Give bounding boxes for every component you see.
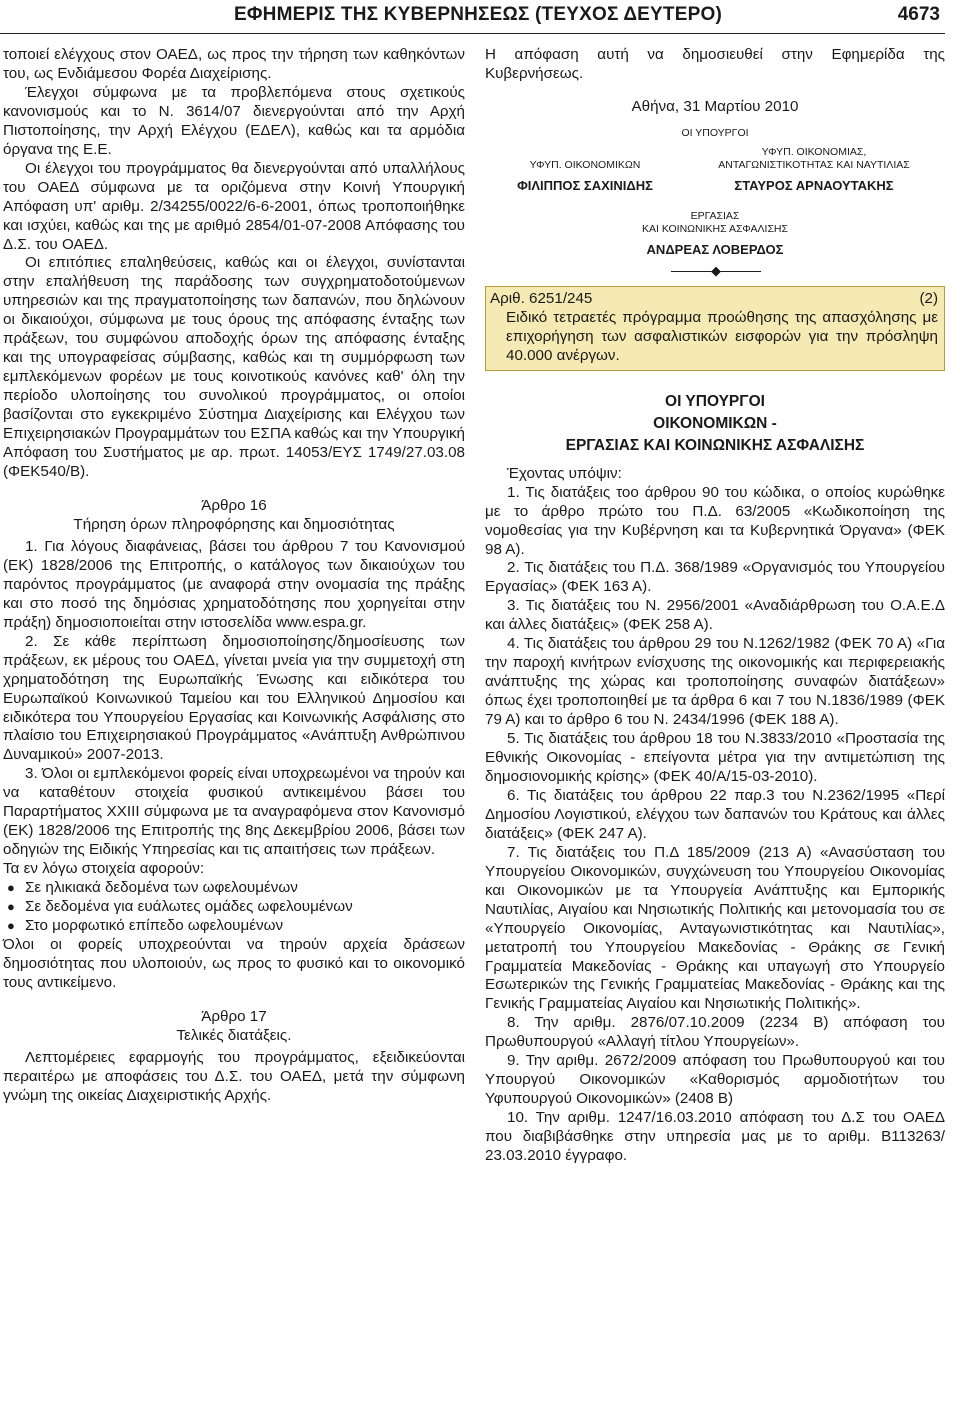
article-17-heading [3,1007,465,1045]
paragraph: Οι επιτόπιες επαληθεύσεις, καθώς και οι έλεγχοι, συνίστανται στην επαλήθευση της παράδοσης των συγχρηματοδοτούμενων υπηρεσιών και της πραγματοποίησης των δαπανών, που δηλώνουν οι δικαιούχοι, σύμφωνα με τους όρους της απόφασης ένταξης των πράξεων, του συμφώνου αποδοχής όρων της απόφασης ένταξης και της υπογραφείσας σύμβασης, καθώς και τη συμμόρφωση των εμπλεκόμενων φορέων με τους κοινοτικούς κανόνες καθ' όλη την περίοδο υλοποίησης του συνολικού προγράμματος, οι οποίοι βασίζονται στο εγκεκριμένο Σύστημα Διαχείρισης και Ελέγχου των Επιχειρησιακών Προγραμμάτων του ΕΣΠΑ καθώς και την Υπουργική Απόφαση του Συστήματος με αρ. πρωτ. 14053/ΕΥΣ 1749/27.03.08 (ΦΕΚ540/Β). [3,254,465,480]
decision-box [485,286,945,371]
decision-number: Αριθ. 6251/245 [490,289,593,307]
list-item: ● Σε ηλικιακά δεδομένα των ωφελουμένων [3,879,465,898]
gazette-title: ΕΦΗΜΕΡΙΣ ΤΗΣ ΚΥΒΕΡΝΗΣΕΩΣ (ΤΕΥΧΟΣ ΔΕΥΤΕΡΟ) [234,4,722,25]
paragraph: Όλοι οι φορείς υποχρεούνται να τηρούν αρχεία δράσεων δημοσιότητας που υλοποιούν, ως προς το φυσικό και το οικονομικό τους αντικείμενο. [3,935,465,991]
signer-name: ΑΝΔΡΕΑΣ ΛΟΒΕΡΔΟΣ [646,241,784,257]
list-item: 1. Τις διατάξεις τοο άρθρου 90 του κώδικα, ο οποίος κυρώθηκε με το άρθρο πρώτο του Π.Δ. 63/2005 «Κωδικοποίηση της νομοθεσίας για την Κυβέρνηση και τα Κυβερνητικά Όργανα» (ΦΕΚ 98 Α). [485,483,945,558]
decision-number-row [490,290,938,309]
left-column [3,46,465,1106]
list-item: 6. Τις διατάξεις του άρθρου 22 παρ.3 του Ν.2362/1995 «Περί Δημοσίου Λογιστικού, ελέγχου των δαπανών του Κράτους και άλλες διατάξεις» (ΦΕΚ 247 Α). [485,786,945,842]
signer-title: ΥΦΥΠ. ΟΙΚΟΝΟΜΙΑΣ, [761,145,867,158]
article-number: Άρθρο 16 [201,496,267,514]
signer-name: ΦΙΛΙΠΠΟΣ ΣΑΧΙΝΙΔΗΣ [517,177,653,193]
heading-line: ΕΡΓΑΣΙΑΣ ΚΑΙ ΚΟΙΝΩΝΙΚΗΣ ΑΣΦΑΛΙΣΗΣ [565,436,865,454]
ministers-heading [485,391,945,457]
article-title: Τήρηση όρων πληροφόρησης και δημοσιότητας [73,515,395,533]
list-item: 9. Την αριθμ. 2672/2009 απόφαση του Πρωθυπουργού και του Υπουργού Οικονομικών «Καθορισμός αρμοδιοτήτων του Υφυπουργού Οικονομικών» (2408 Β) [485,1052,945,1108]
publish-note: Η απόφαση αυτή να δημοσιευθεί στην Εφημερίδα της Κυβερνήσεως. [485,46,945,82]
paragraph: τοποιεί ελέγχους στον ΟΑΕΔ, ως προς την τήρηση των καθηκόντων του, ως Ενδιάμεσου Φορέα Διαχείρισης. [3,46,465,82]
article-number: Άρθρο 17 [201,1007,267,1025]
signer-title: ΑΝΤΑΓΩΝΙΣΤΙΚΟΤΗΤΑΣ ΚΑΙ ΝΑΥΤΙΛΙΑΣ [718,158,910,171]
decision-index: (2) [919,289,938,307]
heading-line: ΟΙΚΟΝΟΜΙΚΩΝ - [653,414,777,432]
page-header [0,0,960,36]
bullet-list [3,879,465,936]
having-regard: Έχοντας υπόψιν: [507,464,622,482]
list-item: ● Στο μορφωτικό επίπεδο ωφελουμένων [3,917,465,936]
list-item: ● Σε δεδομένα για ευάλωτες ομάδες ωφελουμένων [3,898,465,917]
list-item: 4. Τις διατάξεις του άρθρου 29 του Ν.1262/1982 (ΦΕΚ 70 Α) «Για την παροχή κινήτρων ενίσχυσης της οικονομικής και περιφερειακής ανάπτυξης της χώρας και τροποποίησης συναφών διατάξεων» όπως έχει τροποποιηθεί με τα άρθρα 6 και 7 του Ν.1836/1989 (ΦΕΚ 79 Α) και το άρθρο 6 του Ν. 2434/1996 (ΦΕΚ 188 Α). [485,635,945,729]
ministers-label: ΟΙ ΥΠΟΥΡΓΟΙ [681,126,749,139]
paragraph: 1. Για λόγους διαφάνειας, βάσει του άρθρου 7 του Κανονισμού (ΕΚ) 1828/2006 της Επιτροπής, ο κατάλογος των δικαιούχων του παρόντος προγράμματος (με αναφορά στην ονομασία της πράξης και στο ποσό της δημόσιας χρηματοδότησης που χορηγείται στην πράξη) δημοσιοποιείται στην ιστοσελίδα www.espa.gr. [3,537,465,631]
list-item: 8. Την αριθμ. 2876/07.10.2009 (2234 Β) απόφαση του Πρωθυπουργού «Αλλαγή τίτλου Υπουργείων». [485,1014,945,1051]
paragraph: Έλεγχοι σύμφωνα με τα προβλεπόμενα στους σχετικούς κανονισμούς και το Ν. 3614/07 διενεργούνται από την Αρχή Πιστοποίησης, την Αρχή Ελέγχου (ΕΔΕΛ), καθώς και τα αρμόδια όργανα της Ε.Ε. [3,83,465,158]
signature-block [683,146,945,194]
list-item: 7. Τις διατάξεις του Π.Δ 185/2009 (213 Α) «Ανασύσταση του Υπουργείου Οικονομικών, συγχώνευση του Υπουργείου Οικονομίας και Οικονομικών με τα Υπουργεία Ανάπτυξης και Εμπορικής Ναυτιλίας, Αιγαίου και Νησιωτικής Πολιτικής και μετονομασία του σε «Υπουργείο Οικονομίας, Ανταγωνιστικότητας και Ναυτιλίας», μετατροπή του Υπουργείου Μακεδονίας - Θράκης σε Γενική Γραμματεία Μακεδονίας - Θράκης και υπαγωγή στο Υπουργείο Εσωτερικών της Γενικής Γραμματείας Μακεδονίας - Θράκης και της Γενικής Γραμματείας Αιγαίου και Νησιωτικής Πολιτικής». [485,843,945,1013]
date-line: Αθήνα, 31 Μαρτίου 2010 [631,97,799,115]
signature-block [495,146,675,194]
page-number: 4673 [897,4,940,25]
article-16-heading [3,496,465,534]
signer-title: ΕΡΓΑΣΙΑΣ [690,209,740,222]
signature-row [485,146,945,200]
heading-line: ΟΙ ΥΠΟΥΡΓΟΙ [665,392,765,410]
article-title: Τελικές διατάξεις. [176,1026,292,1044]
list-intro: Τα εν λόγω στοιχεία αφορούν: [3,860,205,878]
signer-title: ΥΦΥΠ. ΟΙΚΟΝΟΜΙΚΩΝ [529,158,641,171]
paragraph: Οι έλεγχοι του προγράμματος θα διενεργούνται από υπαλλήλους του ΟΑΕΔ σύμφωνα με τα οριζόμενα στην Κοινή Υπουργική Απόφαση υπ' αριθμ. 2/34255/0022/6-6-2001, όπως τροποποιήθηκε και ισχύει, καθώς και της με αριθμό 2854/01-07-2008 Απόφασης του Δ.Σ. του ΟΑΕΔ. [3,159,465,253]
list-item: 10. Την αριθμ. 1247/16.03.2010 απόφαση του Δ.Σ του ΟΑΕΔ που διαβιβάσθηκε στην υπηρεσία μας με το αριθμ. Β113263/ 23.03.2010 έγγραφο. [485,1109,945,1165]
list-item: 3. Τις διατάξεις του Ν. 2956/2001 «Αναδιάρθρωση του Ο.Α.Ε.Δ και άλλες διατάξεις» (ΦΕΚ 258 Α). [485,597,945,634]
signer-title: ΚΑΙ ΚΟΙΝΩΝΙΚΗΣ ΑΣΦΑΛΙΣΗΣ [641,222,789,235]
signer-name: ΣΤΑΥΡΟΣ ΑΡΝΑΟΥΤΑΚΗΣ [734,177,894,193]
header-rule [0,33,945,34]
list-item: 5. Τις διατάξεις του άρθρου 18 του Ν.3833/2010 «Προστασία της Εθνικής Οικονομίας - επείγοντα μέτρα για την αντιμετώπιση της δημοσιονομικής κρίσης» (ΦΕΚ 40/Α/15-03-2010). [485,730,945,785]
decision-title: Ειδικό τετραετές πρόγραμμα προώθησης της απασχόλησης με επιχορήγηση των ασφαλιστικών εισφορών για την πρόσληψη 40.000 ανέργων. [506,308,938,364]
paragraph: 3. Όλοι οι εμπλεκόμενοι φορείς είναι υποχρεωμένοι να τηρούν και να καταθέτουν στοιχεία φυσικού αντικειμένου βάσει του Παραρτήματος XXIII σύμφωνα με τα αναγραφόμενα στον Κανονισμό (ΕΚ) 1828/2006 της Επιτροπής της 8ης Δεκεμβρίου 2006, βάσει των οδηγιών της Ειδικής Υπηρεσίας και τις απαιτήσεις των πράξεων. [3,765,465,859]
right-column [485,46,945,1166]
paragraph: Λεπτομέρειες εφαρμογής του προγράμματος, εξειδικεύονται περαιτέρω με αποφάσεις του Δ.Σ. του ΟΑΕΔ, μετά την σύμφωνη γνώμη της οικείας Διαχειριστικής Αρχής. [3,1048,465,1104]
list-item: 2. Τις διατάξεις του Π.Δ. 368/1989 «Οργανισμός του Υπουργείου Εργασίας» (ΦΕΚ 163 Α). [485,559,945,596]
paragraph: 2. Σε κάθε περίπτωση δημοσιοποίησης/δημοσίευσης των πράξεων, εκ μέρους του ΟΑΕΔ, γίνεται μνεία για την συμμετοχή στη χρηματοδότηση της Ευρωπαϊκής Ένωσης και ειδικότερα του Ευρωπαϊκού Κοινωνικού Ταμείου και του Ελληνικού Δημοσίου και ειδικότερα του Υπουργείου Εργασίας και Κοινωνικής Ασφάλισης στο πλαίσιο του Επιχειρησιακού Προγράμματος «Ανάπτυξη Ανθρώπινου Δυναμικού» 2007-2013. [3,632,465,764]
diamond-icon: ◆ [711,262,721,278]
section-divider [485,262,945,282]
signature-block [485,210,945,258]
